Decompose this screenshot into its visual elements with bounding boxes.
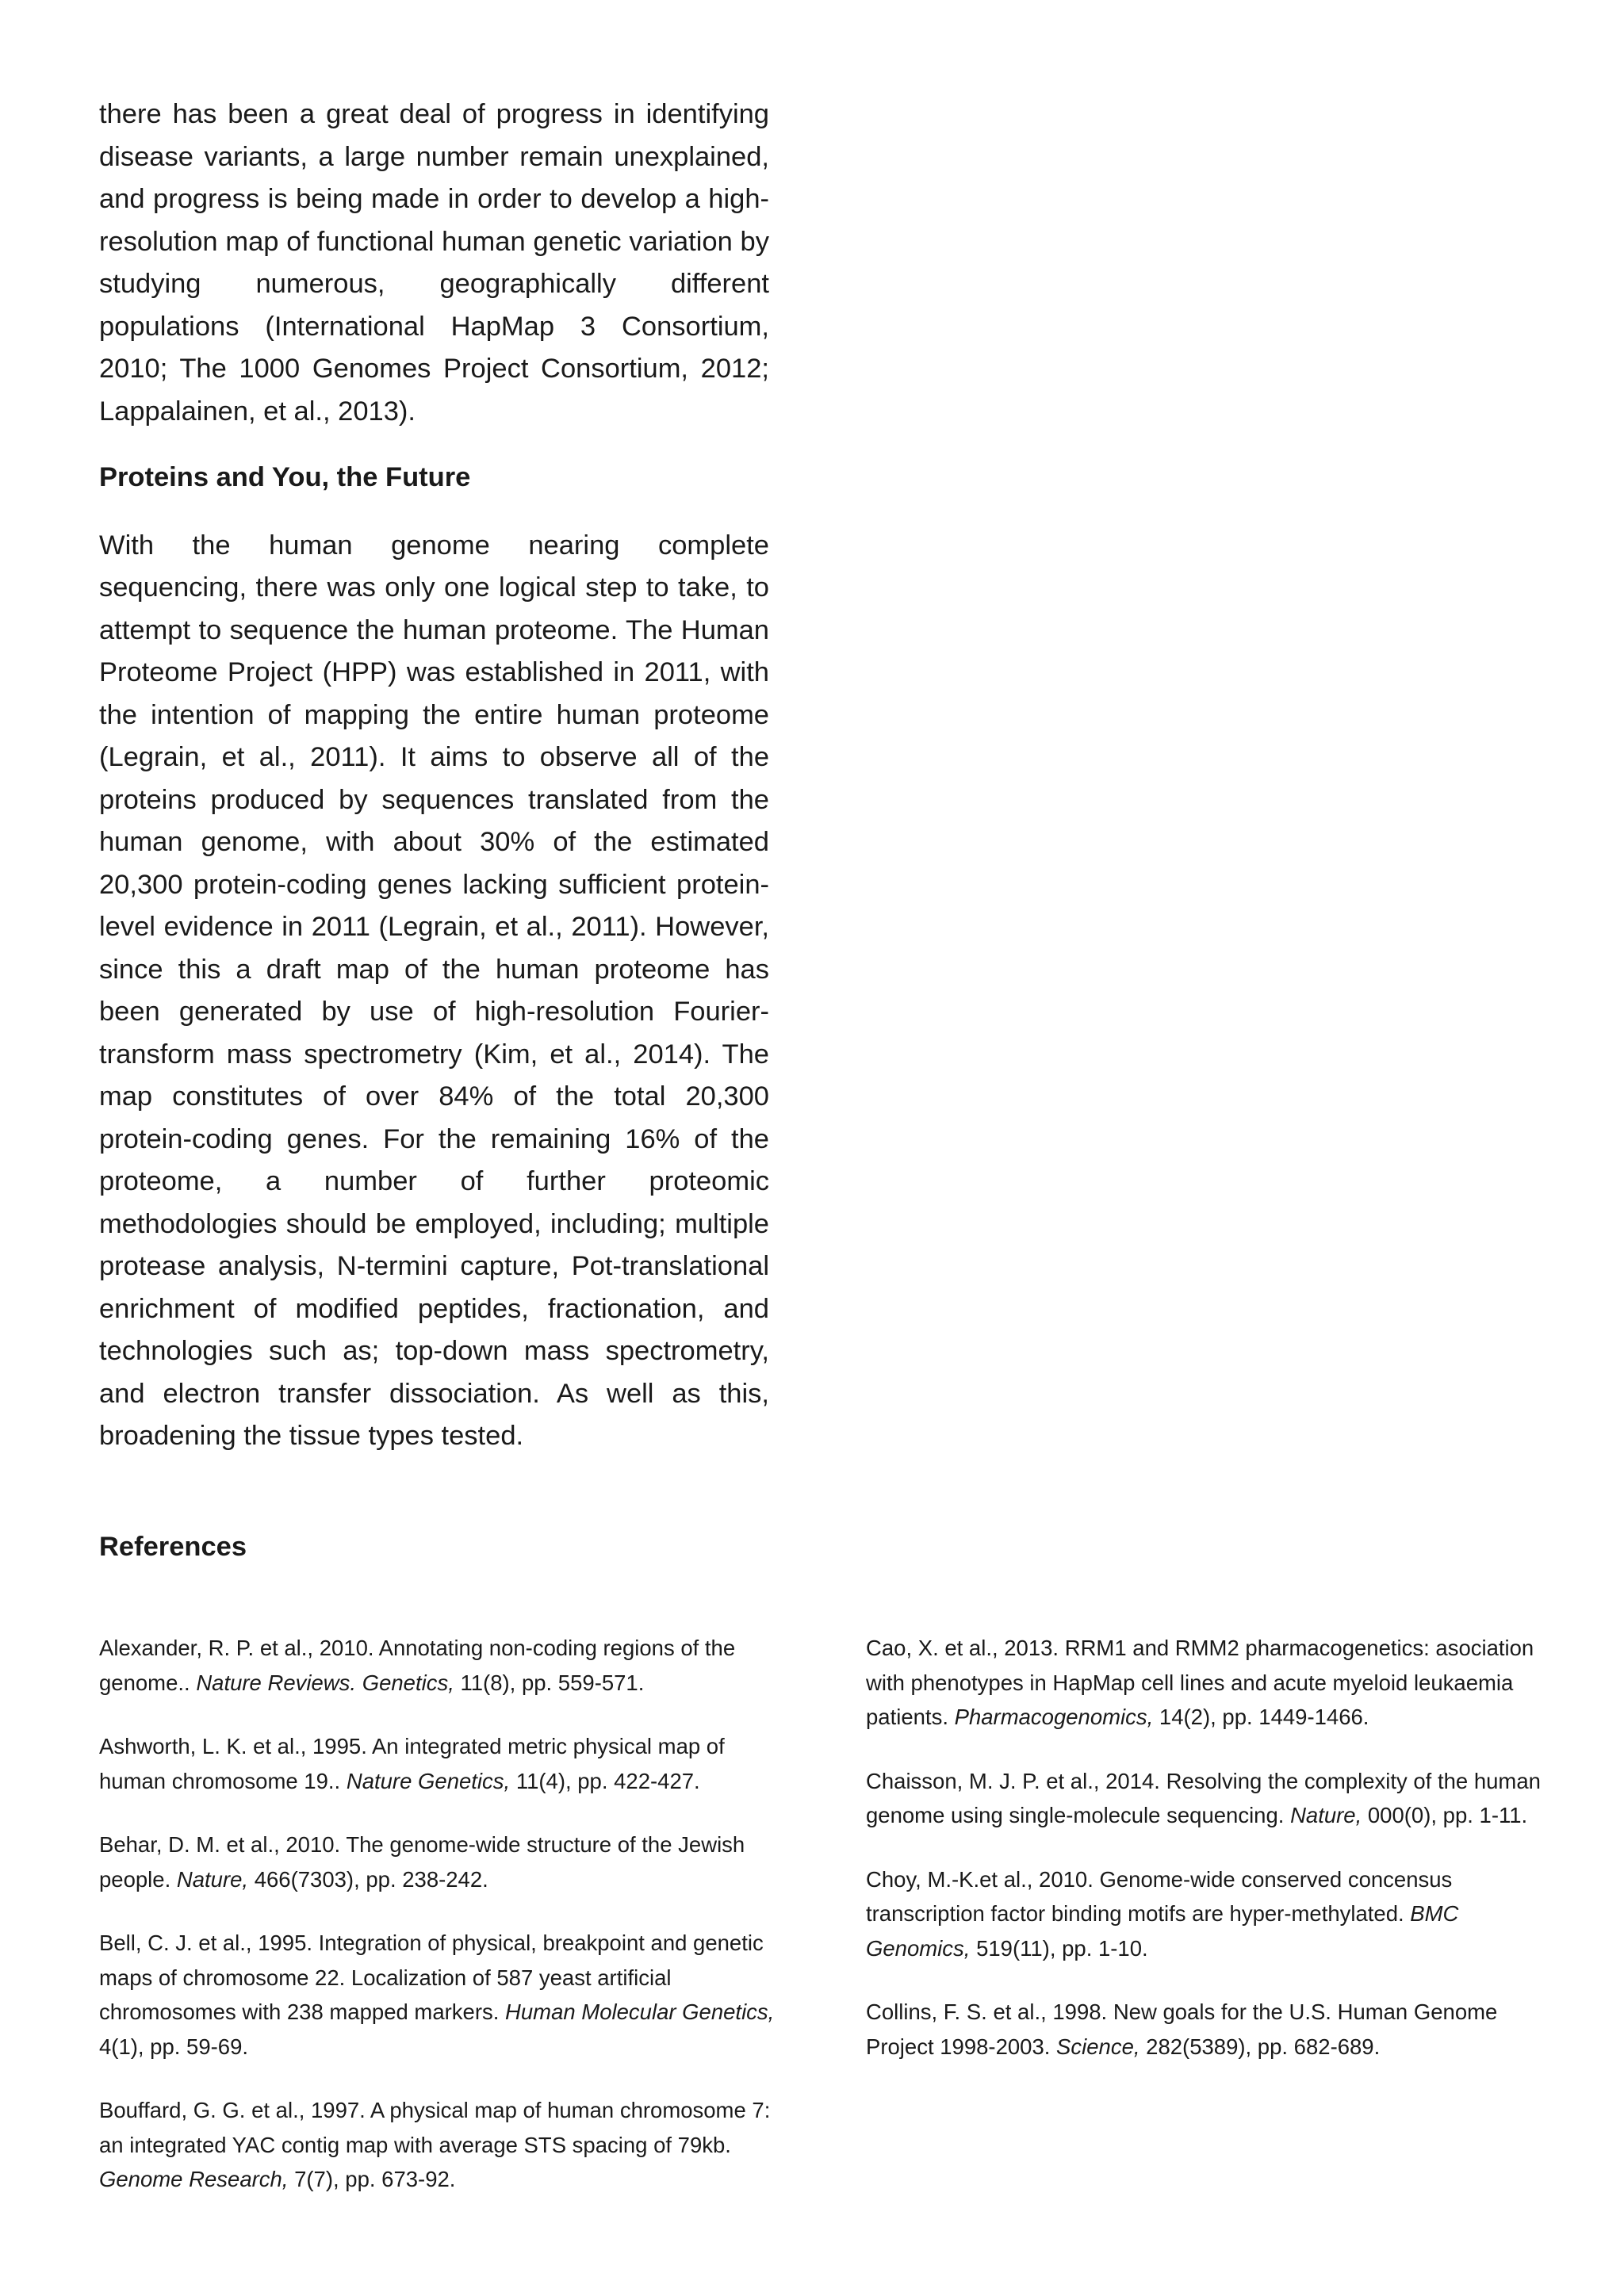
body-column [99,94,769,1458]
reference-journal: Nature, [176,1866,249,1892]
section-heading: Proteins and You, the Future [99,462,471,492]
references-column-left [99,1631,781,2226]
reference-text: Ashworth, L. K. et al., 1995. An integrated metric physical map of human chromosome 19.. [99,1734,725,1793]
reference-details: 282(5389), pp. 682-689. [1139,2034,1381,2059]
reference-journal: BMC Genomics, [866,1901,1459,1961]
reference-entry [866,1995,1548,2064]
reference-journal: Nature Reviews. Genetics, [196,1670,454,1695]
reference-details: 466(7303), pp. 238-242. [248,1866,488,1892]
reference-details: 14(2), pp. 1449-1466. [1153,1705,1369,1729]
reference-text: Chaisson, M. J. P. et al., 2014. Resolving the complexity of the human genome using single-molecule sequencing. [866,1768,1541,1827]
reference-entry [99,1827,781,1896]
body-paragraph-variation: there has been a great deal of progress in identifying disease variants, a large number remain unexplained, and progress is being made in order to develop a high-resolution map of functional human genetic variation by studying numerous, geographically different populations (International HapMap 3 Consortium, 2010; The 1000 Genomes Project Consortium, 2012; Lappalainen, et al., 2013). [99,99,769,427]
reference-text: Behar, D. M. et al., 2010. The genome-wide structure of the Jewish people. [99,1832,745,1892]
reference-entry [99,1926,781,2064]
reference-journal: Science, [1056,2034,1140,2059]
reference-journal: Genome Research, [99,2167,289,2191]
reference-text: Choy, M.-K.et al., 2010. Genome-wide conserved concensus transcription factor binding motifs are hyper-methylated. [866,1866,1453,1926]
reference-entry [99,1631,781,1700]
reference-journal: Human Molecular Genetics, [505,1999,775,2024]
reference-details: 11(8), pp. 559-571. [454,1670,645,1695]
reference-journal: Nature, [1290,1803,1362,1827]
reference-text: Bouffard, G. G. et al., 1997. A physical map of human chromosome 7: an integrated YAC contig map with average STS spacing of 79kb. [99,2098,771,2157]
reference-text: Collins, F. S. et al., 1998. New goals for the U.S. Human Genome Project 1998-2003. [866,1999,1498,2059]
reference-details: 11(4), pp. 422-427. [510,1768,700,1793]
reference-entry [866,1764,1548,1833]
references-heading: References [99,1532,247,1562]
reference-text: Bell, C. J. et al., 1995. Integration of physical, breakpoint and genetic maps of chromosome 22. Localization of 587 yeast artificial chromosomes with 238 mapped markers. [99,1931,764,2024]
reference-details: 4(1), pp. 59-69. [99,2034,249,2059]
reference-entry [99,1729,781,1798]
reference-text: Alexander, R. P. et al., 2010. Annotating non-coding regions of the genome.. [99,1636,736,1695]
reference-details: 7(7), pp. 673-92. [288,2167,456,2191]
references-column-right [866,1631,1548,2093]
reference-text: Cao, X. et al., 2013. RRM1 and RMM2 pharmacogenetics: asociation with phenotypes in HapMap cell lines and acute myeloid leukaemia patients. [866,1636,1534,1729]
reference-entry [866,1631,1548,1735]
reference-journal: Nature Genetics, [346,1768,511,1793]
reference-entry [866,1862,1548,1966]
reference-journal: Pharmacogenomics, [954,1705,1154,1729]
body-paragraph-proteome: With the human genome nearing complete sequencing, there was only one logical step to take, to attempt to sequence the human proteome. The Human Proteome Project (HPP) was established in 2011, with the intention of mapping the entire human proteome (Legrain, et al., 2011). It aims to observe all of the proteins produced by sequences translated from the human genome, with about 30% of the estimated 20,300 protein-coding genes lacking sufficient protein-level evidence in 2011 (Legrain, et al., 2011). However, since this a draft map of the human proteome has been generated by use of high-resolution Fourier-transform mass spectrometry (Kim, et al., 2014). The map constitutes of over 84% of the total 20,300 protein-coding genes. For the remaining 16% of the proteome, a number of further proteomic methodologies should be employed, including; multiple protease analysis, N-termini capture, Pot-translational enrichment of modified peptides, fractionation, and technologies such as; top-down mass spectrometry, and electron transfer dissociation. As well as this, broadening the tissue types tested. [99,530,769,1451]
reference-details: 519(11), pp. 1-10. [970,1935,1148,1961]
reference-details: 000(0), pp. 1-11. [1362,1803,1528,1827]
reference-entry [99,2093,781,2197]
